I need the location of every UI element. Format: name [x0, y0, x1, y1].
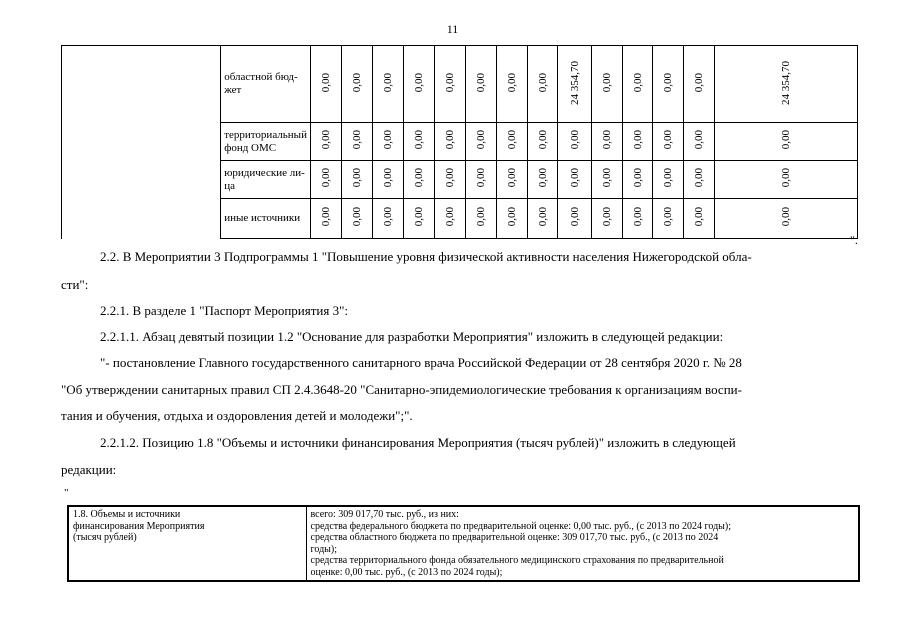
funding-value: 0,00: [443, 72, 456, 93]
funding-value: 0,00: [662, 207, 675, 227]
passport-position-line: финансирования Мероприятия: [73, 520, 205, 532]
funding-value-cell: [684, 161, 715, 199]
funding-value: 0,00: [600, 72, 613, 93]
paragraph-2-2-1-2: 2.2.1.2. Позицию 1.8 "Объемы и источники финансирования Мероприятия (тысяч рублей)" изложить в следующей: [100, 435, 736, 450]
funding-value-cell: [496, 46, 527, 123]
funding-value: 0,00: [693, 168, 706, 188]
funding-value-cell: [311, 46, 342, 123]
funding-value: 0,00: [568, 207, 581, 227]
funding-value-cell: [684, 46, 715, 123]
funding-value-cell: [622, 46, 653, 123]
funding-value-cell: [653, 161, 684, 199]
funding-value: 0,00: [382, 207, 395, 227]
funding-value-cell: [715, 46, 858, 123]
funding-value: 0,00: [780, 207, 793, 227]
quote-line-1: "- постановление Главного государственного санитарного врача Российской Федерации от 28 сентября 2020 г. № 28: [100, 355, 742, 370]
funding-value: 0,00: [662, 130, 675, 150]
funding-value: 0,00: [600, 130, 613, 150]
passport-position-line: (тысяч рублей): [73, 532, 137, 543]
funding-value: 0,00: [413, 130, 426, 150]
funding-value: 0,00: [474, 168, 487, 188]
funding-value-cell: [373, 199, 404, 239]
funding-value-cell: [342, 123, 373, 161]
funding-source-label: юридические ли- ца: [221, 161, 311, 199]
funding-value: 0,00: [320, 207, 333, 227]
funding-value-cell: [527, 46, 558, 123]
passport-content-line: средства областного бюджета по предварительной оценке: 309 017,70 тыс. руб., (с 2013 по 2024: [310, 532, 719, 543]
funding-value-cell: [434, 199, 465, 239]
funding-value: 0,00: [505, 130, 518, 150]
funding-value: 0,00: [413, 207, 426, 227]
funding-value-cell: [527, 123, 558, 161]
budget-row: [62, 46, 858, 123]
funding-value-cell: [342, 161, 373, 199]
funding-value: 0,00: [351, 168, 364, 188]
passport-content-line: средства федерального бюджета по предварительной оценке: 0,00 тыс. руб., (с 2013 по 2024 годы);: [310, 520, 732, 532]
funding-value: 0,00: [631, 72, 644, 93]
funding-value: 0,00: [351, 207, 364, 227]
funding-value-cell: [558, 46, 591, 123]
quote-line-3: тания и обучения, отдыха и оздоровления детей и молодежи";".: [61, 408, 413, 423]
passport-content-line: годы);: [310, 543, 337, 555]
budget-table: [61, 45, 858, 239]
funding-value: 0,00: [780, 168, 793, 188]
funding-value-cell: [684, 199, 715, 239]
funding-value: 0,00: [600, 207, 613, 227]
funding-value: 0,00: [320, 168, 333, 188]
funding-value: 0,00: [693, 72, 706, 93]
quote-line-2: "Об утверждении санитарных правил СП 2.4.3648-20 "Санитарно-эпидемиологические требования к организациям воспи-: [61, 382, 742, 397]
funding-value-cell: [465, 199, 496, 239]
paragraph-2-2: 2.2. В Мероприятии 3 Подпрограммы 1 "Повышение уровня физической активности населения Нижегородской обла-: [100, 249, 752, 264]
funding-value-cell: [715, 199, 858, 239]
funding-value: 0,00: [536, 72, 549, 93]
funding-value-cell: [311, 161, 342, 199]
funding-value: 0,00: [662, 168, 675, 188]
funding-value-cell: [591, 199, 622, 239]
funding-value-cell: [373, 161, 404, 199]
passport-content-line: оценке: 0,00 тыс. руб., (с 2013 по 2024 годы);: [310, 566, 503, 578]
funding-value: 0,00: [536, 207, 549, 227]
funding-value-cell: [622, 199, 653, 239]
funding-value: 0,00: [505, 72, 518, 93]
funding-value-cell: [311, 199, 342, 239]
paragraph-2-2-cont: сти":: [61, 277, 89, 292]
funding-value-cell: [622, 161, 653, 199]
funding-value-cell: [311, 123, 342, 161]
funding-value-cell: [342, 199, 373, 239]
funding-source-label: иные источники: [221, 199, 311, 239]
passport-content-line: всего: 309 017,70 тыс. руб., из них:: [310, 509, 459, 520]
funding-value-cell: [715, 123, 858, 161]
paragraph-2-2-1-2-cont: редакции:: [61, 462, 117, 477]
funding-value-cell: [653, 123, 684, 161]
funding-value-cell: [622, 123, 653, 161]
funding-value: 0,00: [443, 130, 456, 150]
open-quote: ": [64, 487, 69, 499]
funding-value-cell: [591, 123, 622, 161]
funding-value: 24 354,70: [568, 60, 581, 105]
funding-source-label: областной бюд- жет: [221, 46, 311, 123]
funding-value: 0,00: [631, 207, 644, 227]
blank-header-cell: [62, 46, 221, 239]
funding-value: 0,00: [474, 207, 487, 227]
funding-value-cell: [404, 161, 435, 199]
funding-value: 0,00: [413, 168, 426, 188]
passport-content-line: средства территориального фонда обязательного медицинского страхования по предварительной: [310, 555, 724, 566]
funding-value: 0,00: [382, 72, 395, 93]
funding-value: 0,00: [351, 72, 364, 93]
funding-value-cell: [653, 46, 684, 123]
funding-value: 0,00: [474, 130, 487, 150]
funding-value-cell: [465, 161, 496, 199]
funding-value: 0,00: [505, 168, 518, 188]
paragraph-2-2-1: 2.2.1. В разделе 1 "Паспорт Мероприятия 3":: [100, 303, 349, 318]
funding-value-cell: [558, 123, 591, 161]
funding-value: 0,00: [351, 130, 364, 150]
funding-value-cell: [434, 46, 465, 123]
funding-value: 0,00: [536, 168, 549, 188]
funding-value: 0,00: [693, 130, 706, 150]
funding-value: 0,00: [780, 130, 793, 150]
funding-value-cell: [373, 46, 404, 123]
funding-value: 0,00: [662, 72, 675, 93]
funding-value-cell: [496, 199, 527, 239]
passport-position-cell: [68, 506, 306, 581]
funding-value-cell: [684, 123, 715, 161]
funding-value: 24 354,70: [780, 60, 793, 105]
funding-value-cell: [404, 46, 435, 123]
funding-value-cell: [558, 199, 591, 239]
passport-position-line: 1.8. Объемы и источники: [73, 509, 181, 520]
funding-value-cell: [496, 161, 527, 199]
funding-value: 0,00: [382, 130, 395, 150]
funding-value-cell: [404, 123, 435, 161]
funding-value: 0,00: [505, 207, 518, 227]
funding-value-cell: [342, 46, 373, 123]
funding-value-cell: [434, 123, 465, 161]
funding-value-cell: [373, 123, 404, 161]
funding-value-cell: [465, 123, 496, 161]
funding-value: 0,00: [474, 72, 487, 93]
funding-value-cell: [591, 46, 622, 123]
funding-value-cell: [404, 199, 435, 239]
funding-value-cell: [496, 123, 527, 161]
funding-value-cell: [715, 161, 858, 199]
paragraph-2-2-1-1: 2.2.1.1. Абзац девятый позиции 1.2 "Основание для разработки Мероприятия" изложить в следующей редакции:: [100, 329, 724, 344]
funding-value: 0,00: [631, 168, 644, 188]
funding-value-cell: [558, 161, 591, 199]
closing-quote: ".: [850, 233, 858, 247]
funding-value: 0,00: [413, 72, 426, 93]
funding-value: 0,00: [600, 168, 613, 188]
passport-row: [68, 506, 859, 581]
funding-value: 0,00: [443, 207, 456, 227]
funding-source-label: территориальный фонд ОМС: [221, 123, 311, 161]
funding-value: 0,00: [693, 207, 706, 227]
funding-value: 0,00: [631, 130, 644, 150]
funding-value: 0,00: [320, 130, 333, 150]
funding-value-cell: [527, 161, 558, 199]
passport-content-cell: [306, 506, 859, 581]
funding-value-cell: [591, 161, 622, 199]
funding-value: 0,00: [443, 168, 456, 188]
funding-value-cell: [527, 199, 558, 239]
passport-table: [67, 505, 860, 582]
funding-value: 0,00: [568, 130, 581, 150]
funding-value-cell: [653, 199, 684, 239]
funding-value: 0,00: [382, 168, 395, 188]
funding-value: 0,00: [536, 130, 549, 150]
funding-value: 0,00: [568, 168, 581, 188]
page-number: 11: [446, 22, 459, 36]
funding-value-cell: [434, 161, 465, 199]
funding-value: 0,00: [320, 72, 333, 93]
funding-value-cell: [465, 46, 496, 123]
